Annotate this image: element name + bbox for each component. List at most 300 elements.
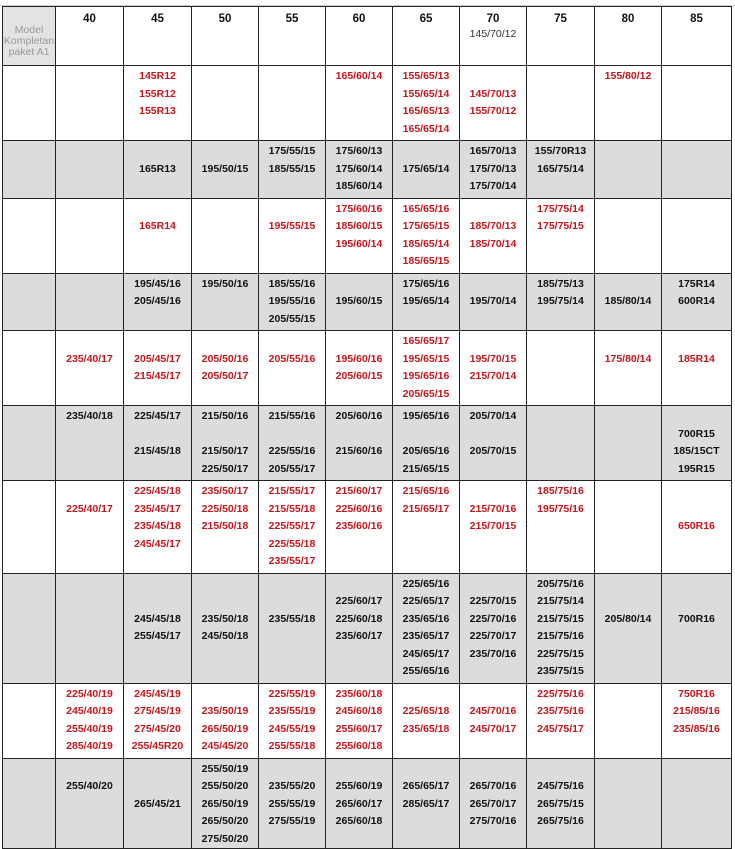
tire-size-cell[interactable]: [56, 198, 124, 273]
tire-size-value: 215/50/18: [201, 520, 249, 532]
row-label-cell[interactable]: [3, 573, 56, 683]
tire-size-cell[interactable]: [56, 406, 124, 481]
tire-size-value: 165/65/14: [402, 122, 450, 135]
tire-size-cell[interactable]: [326, 683, 393, 758]
tire-size-value: 205/45/16: [134, 295, 181, 307]
tire-size-cell[interactable]: [460, 66, 527, 141]
tire-size-cell[interactable]: [527, 406, 595, 481]
tire-size-value: 600R14: [678, 295, 715, 307]
tire-size-cell[interactable]: [460, 758, 527, 849]
tire-size-value: 225/70/17: [469, 630, 517, 642]
tire-size-cell[interactable]: [595, 273, 662, 331]
tire-size-value: 195/50/15: [201, 162, 249, 175]
tire-size-value: 235/55/18: [268, 612, 316, 625]
tire-size-cell[interactable]: [460, 198, 527, 273]
tire-size-value: [662, 501, 731, 519]
tire-size-value: 175/60/13: [335, 145, 383, 157]
tire-size-cell[interactable]: [595, 198, 662, 273]
tire-size-value: 255/55/19: [268, 797, 316, 810]
table-row: [3, 66, 732, 141]
tire-size-value: 195/60/15: [335, 295, 383, 307]
tire-size-cell[interactable]: [56, 573, 124, 683]
tire-size-value: 205/50/16: [201, 352, 249, 365]
tire-size-cell[interactable]: [124, 683, 192, 758]
tire-size-value: 195/50/16: [201, 277, 249, 290]
tire-size-cell[interactable]: [56, 141, 124, 199]
tire-size-value: 235/55/20: [268, 780, 316, 792]
table-row: [3, 198, 732, 273]
tire-size-value: 225/40/17: [66, 502, 113, 515]
tire-size-cell[interactable]: [56, 66, 124, 141]
tire-size-value: 650R16: [678, 520, 715, 532]
tire-size-value: 205/80/14: [604, 612, 652, 625]
table-row: [3, 758, 732, 849]
tire-size-value: 225/45/17: [134, 410, 181, 422]
tire-size-value: 165R14: [139, 220, 176, 232]
tire-size-cell[interactable]: [192, 481, 259, 574]
tire-size-value: 235/55/17: [268, 555, 316, 567]
tire-size-value: 175/70/14: [469, 180, 517, 192]
tire-size-value: 195R15: [678, 462, 715, 475]
tire-size-value: 255/60/19: [335, 780, 383, 792]
tire-size-value: 175/75/15: [537, 220, 584, 232]
tire-size-value: 245/75/16: [537, 780, 584, 792]
row-label-cell[interactable]: [3, 331, 56, 406]
column-header-55[interactable]: [259, 7, 326, 66]
row-label-cell[interactable]: [3, 141, 56, 199]
tire-size-value: [124, 778, 191, 796]
tire-size-cell[interactable]: [192, 66, 259, 141]
tire-size-cell[interactable]: [56, 331, 124, 406]
tire-size-value: 205/45/17: [134, 352, 181, 365]
tire-size-value: 225/40/19: [66, 687, 113, 700]
tire-size-value: 275/45/19: [134, 705, 181, 717]
tire-size-value: 235/65/17: [402, 630, 450, 642]
column-header-50[interactable]: [192, 7, 259, 66]
column-header-label: 75: [554, 13, 567, 25]
tire-size-value: 185/70/14: [469, 237, 517, 250]
tire-size-cell[interactable]: [192, 198, 259, 273]
column-subheader-label: 145/70/12: [469, 28, 517, 40]
tire-size-value: [393, 761, 459, 779]
tire-size-value: [662, 483, 731, 501]
row-label-cell[interactable]: [3, 66, 56, 141]
tire-size-value: [662, 593, 731, 611]
tire-size-value: 185/80/14: [604, 295, 652, 307]
tire-size-cell[interactable]: [124, 573, 192, 683]
tire-size-value: 215/50/16: [201, 410, 249, 422]
tire-size-value: [192, 426, 258, 444]
tire-size-value: 205/55/17: [268, 462, 316, 475]
tire-size-value: 700R16: [678, 612, 715, 625]
tire-size-cell[interactable]: [527, 198, 595, 273]
tire-size-value: 185R14: [678, 352, 715, 365]
tire-size-value: 185/55/16: [268, 277, 316, 290]
tire-size-value: [460, 576, 526, 594]
table-row: [3, 406, 732, 481]
tire-size-value: 185/75/16: [537, 485, 584, 497]
tire-size-value: 215/45/18: [134, 445, 181, 457]
tire-size-cell[interactable]: [259, 198, 326, 273]
tire-size-value: 145/70/13: [469, 87, 517, 100]
tire-size-value: 195/55/15: [268, 220, 316, 232]
tire-size-cell[interactable]: [124, 331, 192, 406]
tire-size-value: 235/50/18: [201, 612, 249, 625]
column-header-label: 55: [285, 13, 299, 25]
tire-size-cell[interactable]: [56, 758, 124, 849]
table-row: [3, 331, 732, 406]
tire-size-value: 155/70R13: [534, 145, 587, 157]
tire-size-cell[interactable]: [527, 66, 595, 141]
tire-size-value: 235/50/19: [201, 705, 249, 717]
tire-size-value: 255/50/19: [201, 762, 249, 775]
tire-size-value: 225/65/16: [402, 577, 450, 590]
tire-size-value: 235/45/18: [134, 520, 181, 532]
tire-size-cell[interactable]: [326, 481, 393, 574]
tire-size-value: [326, 576, 392, 594]
tire-size-value: 175/65/16: [402, 277, 450, 290]
tire-size-value: 215/55/17: [268, 485, 316, 497]
tire-size-value: [595, 593, 661, 611]
tire-size-cell[interactable]: [393, 141, 460, 199]
tire-size-value: 700R15: [678, 427, 715, 440]
column-header-70[interactable]: [460, 7, 527, 66]
tire-size-cell[interactable]: [527, 683, 595, 758]
tire-size-cell[interactable]: [662, 66, 732, 141]
tire-size-table: [2, 6, 732, 849]
tire-size-value: 235/65/16: [402, 612, 450, 625]
tire-size-cell[interactable]: [259, 66, 326, 141]
tire-size-cell[interactable]: [393, 198, 460, 273]
tire-size-cell[interactable]: [259, 331, 326, 406]
tire-size-value: 205/65/15: [402, 387, 450, 400]
tire-size-cell[interactable]: [662, 481, 732, 574]
tire-size-value: 225/50/18: [201, 502, 249, 515]
tire-size-cell[interactable]: [393, 66, 460, 141]
tire-size-cell[interactable]: [662, 406, 732, 481]
tire-size-value: [259, 426, 325, 444]
tire-size-cell[interactable]: [192, 273, 259, 331]
tire-size-value: [124, 426, 191, 444]
tire-size-cell[interactable]: [393, 683, 460, 758]
tire-size-cell[interactable]: [460, 331, 527, 406]
tire-size-cell[interactable]: [192, 331, 259, 406]
tire-size-value: 165/70/13: [469, 145, 517, 157]
tire-size-cell[interactable]: [595, 66, 662, 141]
tire-size-value: 235/70/16: [469, 647, 517, 660]
tire-size-value: [393, 426, 459, 444]
tire-size-cell[interactable]: [662, 573, 732, 683]
tire-size-cell[interactable]: [124, 141, 192, 199]
tire-size-cell[interactable]: [460, 481, 527, 574]
tire-size-value: 265/50/19: [201, 797, 249, 810]
tire-size-value: 245/60/18: [335, 705, 383, 717]
tire-size-value: 235/65/18: [402, 722, 450, 735]
tire-size-cell[interactable]: [124, 481, 192, 574]
tire-size-value: [326, 333, 392, 351]
tire-size-value: [460, 761, 526, 779]
tire-size-value: 235/55/19: [268, 705, 316, 717]
tire-size-value: 175/75/14: [537, 202, 584, 215]
tire-size-cell[interactable]: [192, 683, 259, 758]
column-header-label: 70: [486, 13, 500, 25]
tire-size-value: 215/45/17: [134, 370, 181, 382]
tire-size-cell[interactable]: [527, 481, 595, 574]
tire-size-value: 185/75/13: [537, 277, 584, 290]
tire-size-value: 195/60/16: [335, 352, 383, 365]
tire-size-cell[interactable]: [595, 683, 662, 758]
tire-size-cell[interactable]: [662, 683, 732, 758]
tire-size-cell[interactable]: [259, 406, 326, 481]
tire-size-value: 215/55/16: [268, 410, 316, 422]
tire-size-value: 235/60/18: [335, 687, 383, 700]
row-label-cell[interactable]: [3, 198, 56, 273]
tire-size-cell[interactable]: [595, 573, 662, 683]
tire-size-value: 215/65/17: [402, 502, 450, 515]
tire-size-cell[interactable]: [192, 406, 259, 481]
tire-size-cell[interactable]: [393, 573, 460, 683]
tire-size-cell[interactable]: [259, 758, 326, 849]
tire-size-cell[interactable]: [662, 273, 732, 331]
tire-size-cell[interactable]: [124, 198, 192, 273]
tire-size-cell[interactable]: [326, 758, 393, 849]
tire-size-cell[interactable]: [460, 141, 527, 199]
tire-size-value: 255/45R20: [131, 740, 184, 752]
tire-size-cell[interactable]: [56, 273, 124, 331]
tire-size-value: 235/85/16: [673, 722, 720, 735]
tire-size-value: 275/55/19: [268, 815, 316, 827]
tire-size-value: [259, 333, 325, 351]
tire-size-cell[interactable]: [662, 758, 732, 849]
tire-size-value: 195/65/16: [402, 370, 450, 382]
tire-size-value: [124, 593, 191, 611]
tire-size-cell[interactable]: [527, 273, 595, 331]
tire-size-value: 205/75/16: [537, 577, 584, 590]
tire-size-cell[interactable]: [393, 406, 460, 481]
tire-size-value: [460, 686, 526, 704]
tire-size-value: [259, 576, 325, 594]
tire-size-value: 205/70/15: [469, 445, 517, 457]
tire-size-cell[interactable]: [393, 273, 460, 331]
tire-size-value: 175/65/14: [402, 162, 450, 175]
tire-size-value: 255/60/18: [335, 740, 383, 752]
tire-size-value: 155/70/12: [469, 105, 517, 117]
tire-size-value: 155R12: [139, 87, 176, 100]
tire-size-value: 195/65/15: [402, 352, 450, 365]
tire-size-value: 215/75/14: [537, 595, 584, 607]
tire-size-cell[interactable]: [326, 331, 393, 406]
tire-size-value: 225/60/18: [335, 612, 383, 625]
tire-size-cell[interactable]: [595, 758, 662, 849]
tire-size-cell[interactable]: [460, 573, 527, 683]
column-header-label: 60: [352, 13, 366, 25]
tire-size-value: 225/55/18: [268, 537, 316, 550]
tire-size-value: 235/75/16: [537, 705, 584, 717]
tire-size-value: 245/45/20: [201, 740, 249, 752]
tire-size-value: 185/55/15: [268, 162, 316, 175]
column-header-65[interactable]: [393, 7, 460, 66]
tire-size-cell[interactable]: [326, 198, 393, 273]
column-header-45[interactable]: [124, 7, 192, 66]
tire-size-value: 225/55/19: [268, 687, 316, 700]
tire-size-cell[interactable]: [326, 66, 393, 141]
tire-size-cell[interactable]: [326, 141, 393, 199]
tire-size-value: 175/60/16: [335, 202, 383, 215]
column-header-75[interactable]: [527, 7, 595, 66]
tire-size-cell[interactable]: [259, 141, 326, 199]
tire-size-cell[interactable]: [56, 683, 124, 758]
tire-size-value: 265/50/19: [201, 722, 249, 735]
row-label-cell[interactable]: [3, 758, 56, 849]
column-header-80[interactable]: [595, 7, 662, 66]
tire-size-value: 205/55/15: [268, 312, 316, 325]
tire-size-cell[interactable]: [326, 406, 393, 481]
tire-size-value: 195/55/16: [268, 295, 316, 307]
tire-size-value: [124, 333, 191, 351]
table-row: [3, 573, 732, 683]
column-header-40[interactable]: [56, 7, 124, 66]
tire-size-value: 165/65/16: [402, 202, 450, 215]
tire-size-cell[interactable]: [527, 758, 595, 849]
tire-size-cell[interactable]: [595, 141, 662, 199]
tire-size-value: 225/45/18: [134, 485, 181, 497]
tire-size-value: 175/60/14: [335, 162, 383, 175]
tire-size-value: 215/75/16: [537, 630, 584, 642]
tire-size-cell[interactable]: [527, 573, 595, 683]
tire-size-value: 255/40/20: [66, 780, 113, 792]
tire-size-cell[interactable]: [595, 406, 662, 481]
tire-size-cell[interactable]: [326, 273, 393, 331]
tire-size-value: [595, 276, 661, 294]
tire-size-cell[interactable]: [460, 273, 527, 331]
tire-size-value: 225/70/16: [469, 612, 517, 625]
tire-size-value: [56, 761, 123, 779]
tire-size-value: 205/55/16: [268, 352, 316, 365]
tire-size-cell[interactable]: [393, 331, 460, 406]
tire-size-value: [460, 333, 526, 351]
column-header-85[interactable]: [662, 7, 732, 66]
tire-size-value: 265/75/16: [537, 815, 584, 827]
tire-size-value: 255/65/16: [402, 665, 450, 677]
column-header-label: 85: [690, 13, 703, 25]
tire-size-cell[interactable]: [527, 141, 595, 199]
tire-size-value: 255/45/17: [134, 630, 181, 642]
row-label-cell[interactable]: [3, 273, 56, 331]
row-label-cell[interactable]: [3, 406, 56, 481]
tire-size-value: [259, 761, 325, 779]
tire-size-value: 265/60/17: [335, 797, 383, 810]
model-header-label: Model Kompletan paket A1: [3, 24, 55, 58]
tire-size-value: 255/60/17: [335, 722, 383, 735]
tire-size-cell[interactable]: [595, 481, 662, 574]
tire-size-value: 215/55/18: [268, 502, 316, 515]
tire-size-value: 175/65/15: [402, 220, 450, 232]
column-header-label: 40: [83, 13, 96, 25]
tire-size-value: 165/75/14: [537, 162, 584, 175]
tire-size-value: [192, 143, 258, 161]
tire-size-value: 245/55/19: [268, 722, 316, 735]
tire-size-value: 195/65/16: [402, 410, 450, 422]
tire-size-cell[interactable]: [192, 758, 259, 849]
tire-size-value: 265/70/17: [469, 797, 517, 810]
tire-size-value: 205/65/16: [402, 445, 450, 457]
tire-size-cell[interactable]: [56, 481, 124, 574]
tire-size-value: [124, 201, 191, 219]
tire-size-value: 285/65/17: [402, 797, 450, 810]
tire-size-value: 225/55/16: [268, 445, 316, 457]
tire-size-value: 185/65/15: [402, 255, 450, 267]
tire-size-value: 195/60/14: [335, 237, 383, 250]
column-header-60[interactable]: [326, 7, 393, 66]
tire-size-cell[interactable]: [527, 331, 595, 406]
tire-size-value: 265/65/17: [402, 780, 450, 792]
tire-size-cell[interactable]: [124, 406, 192, 481]
tire-size-value: 245/70/16: [469, 705, 517, 717]
tire-size-cell[interactable]: [259, 273, 326, 331]
tire-size-value: 215/70/16: [469, 502, 517, 515]
tire-size-value: [662, 408, 731, 426]
tire-size-value: 225/75/15: [537, 647, 584, 660]
tire-size-value: 225/70/15: [469, 595, 517, 607]
tire-size-value: [259, 593, 325, 611]
tire-size-value: 215/60/16: [335, 445, 383, 457]
tire-size-value: [326, 761, 392, 779]
tire-size-value: 145R12: [139, 70, 176, 82]
tire-size-value: 165/65/17: [402, 335, 450, 347]
tire-size-cell[interactable]: [259, 683, 326, 758]
tire-size-value: 175/55/15: [268, 145, 316, 157]
tire-size-value: 245/75/17: [537, 722, 584, 735]
tire-size-value: [124, 576, 191, 594]
tire-size-value: 175/70/13: [469, 162, 517, 175]
tire-size-value: 215/75/15: [537, 612, 584, 625]
tire-size-value: 235/60/17: [335, 630, 383, 642]
tire-size-cell[interactable]: [393, 481, 460, 574]
tire-size-value: 205/70/14: [469, 410, 517, 422]
tire-size-cell[interactable]: [259, 573, 326, 683]
tire-size-cell[interactable]: [124, 758, 192, 849]
tire-size-cell[interactable]: [192, 573, 259, 683]
tire-size-cell[interactable]: [662, 198, 732, 273]
tire-size-cell[interactable]: [393, 758, 460, 849]
tire-size-value: 245/45/19: [134, 687, 181, 700]
table-row: [3, 683, 732, 758]
column-header-label: 50: [218, 13, 232, 25]
tire-size-value: 205/50/17: [201, 370, 249, 382]
row-label-cell[interactable]: [3, 683, 56, 758]
tire-size-cell[interactable]: [326, 573, 393, 683]
tire-size-cell[interactable]: [460, 683, 527, 758]
tire-size-value: 245/70/17: [469, 722, 517, 735]
tire-size-cell[interactable]: [460, 406, 527, 481]
row-label-cell[interactable]: [3, 481, 56, 574]
tire-size-cell[interactable]: [595, 331, 662, 406]
tire-size-value: [326, 426, 392, 444]
tire-size-cell[interactable]: [192, 141, 259, 199]
tire-size-value: [56, 483, 123, 501]
column-header-label: 45: [151, 13, 164, 25]
model-header-cell[interactable]: [3, 7, 56, 66]
tire-size-value: [595, 333, 661, 351]
tire-size-cell[interactable]: [662, 141, 732, 199]
table-row: [3, 481, 732, 574]
tire-size-cell[interactable]: [662, 331, 732, 406]
tire-size-value: 175R14: [678, 277, 715, 290]
tire-size-cell[interactable]: [124, 66, 192, 141]
tire-size-cell[interactable]: [124, 273, 192, 331]
tire-size-cell[interactable]: [259, 481, 326, 574]
tire-size-value: 175/80/14: [604, 352, 652, 365]
